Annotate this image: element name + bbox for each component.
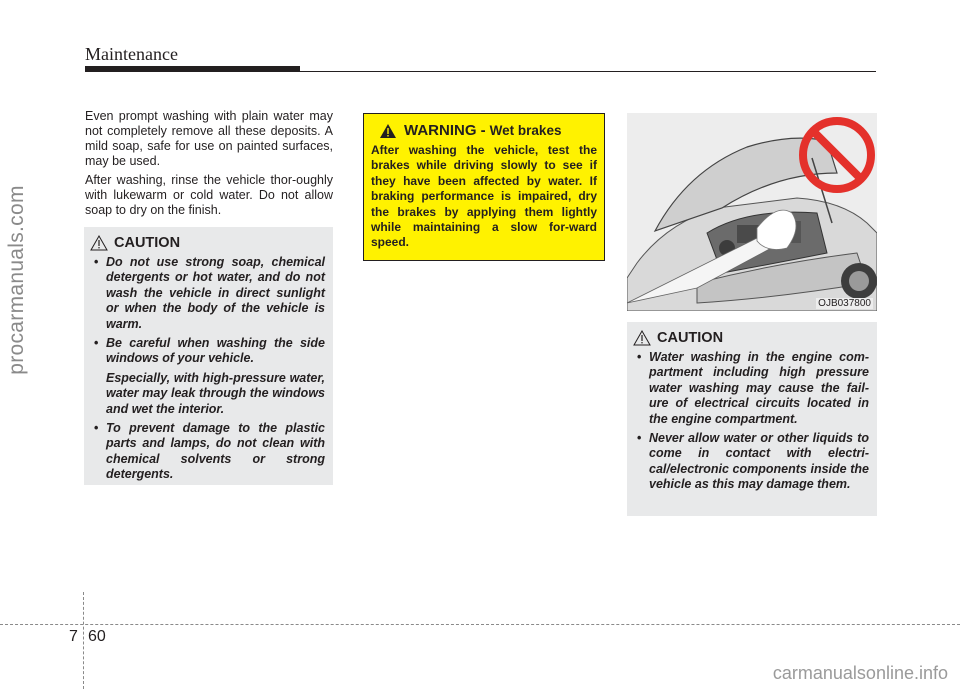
caution-item-continued: Especially, with high-pressure water, water may leak through the windows and wet the interior. (106, 370, 325, 416)
section-title: Maintenance (85, 44, 178, 64)
body-paragraph: Even prompt washing with plain water may not completely remove all these deposits. A mild soap, safe for use on painted surfaces, may be used. (85, 109, 333, 168)
warning-heading (371, 122, 597, 139)
page-number: 60 (88, 628, 106, 645)
caution-item: • Water washing in the engine com-partment including high pressure water washing may cause the fail-ure of electrical circuits located in the engine compartment. (633, 350, 869, 427)
caution-heading (633, 330, 869, 346)
caution-list (633, 350, 869, 493)
caution-item: • Do not use strong soap, chemical detergents or hot water, and do not wash the vehicle in direct sunlight or when the body of the vehicle is warm. (90, 255, 325, 332)
caution-item: • To prevent damage to the plastic parts and lamps, do not clean with chemical solvents or strong detergents. (90, 421, 325, 483)
bottom-watermark: carmanualsonline.info (772, 663, 948, 683)
warning-triangle-icon (379, 123, 397, 139)
caution-item: • Never allow water or other liquids to come in contact with electri-cal/electronic components inside the vehicle as this may damage them. (633, 431, 869, 493)
caution-box-engine (627, 322, 877, 516)
header-rule (300, 71, 876, 72)
side-watermark (2, 140, 32, 420)
header-bar (85, 66, 300, 72)
body-text (85, 109, 333, 222)
footer-divider (83, 592, 84, 689)
figure-code: OJB037800 (818, 298, 871, 309)
engine-washing-drawing (627, 113, 877, 311)
warning-topic: Wet brakes (489, 123, 562, 138)
caution-item: • Be careful when washing the side windows of your vehicle. (90, 336, 325, 367)
caution-triangle-icon (90, 235, 108, 251)
side-watermark-text: procarmanuals.com (5, 185, 28, 375)
caution-title: CAUTION (657, 330, 724, 346)
caution-title: CAUTION (114, 235, 181, 251)
footer-rule (0, 624, 960, 625)
caution-list (90, 255, 325, 483)
body-paragraph: After washing, rinse the vehicle thor-oughly with lukewarm or cold water. Do not allow soap to dry on the finish. (85, 173, 333, 217)
caution-box-soap (84, 227, 333, 485)
chapter-number: 7 (69, 628, 78, 645)
warning-text: After washing the vehicle, test the brakes while driving slowly to see if they have been affected by water. If braking performance is impaired, dry the brakes by applying them lightly while maintaining a slow for-ward speed. (371, 143, 597, 250)
caution-triangle-icon (633, 330, 651, 346)
warning-box-wet-brakes (363, 113, 605, 261)
warning-word: WARNING - (404, 122, 486, 139)
caution-heading (90, 235, 325, 251)
engine-washing-illustration (627, 113, 877, 311)
